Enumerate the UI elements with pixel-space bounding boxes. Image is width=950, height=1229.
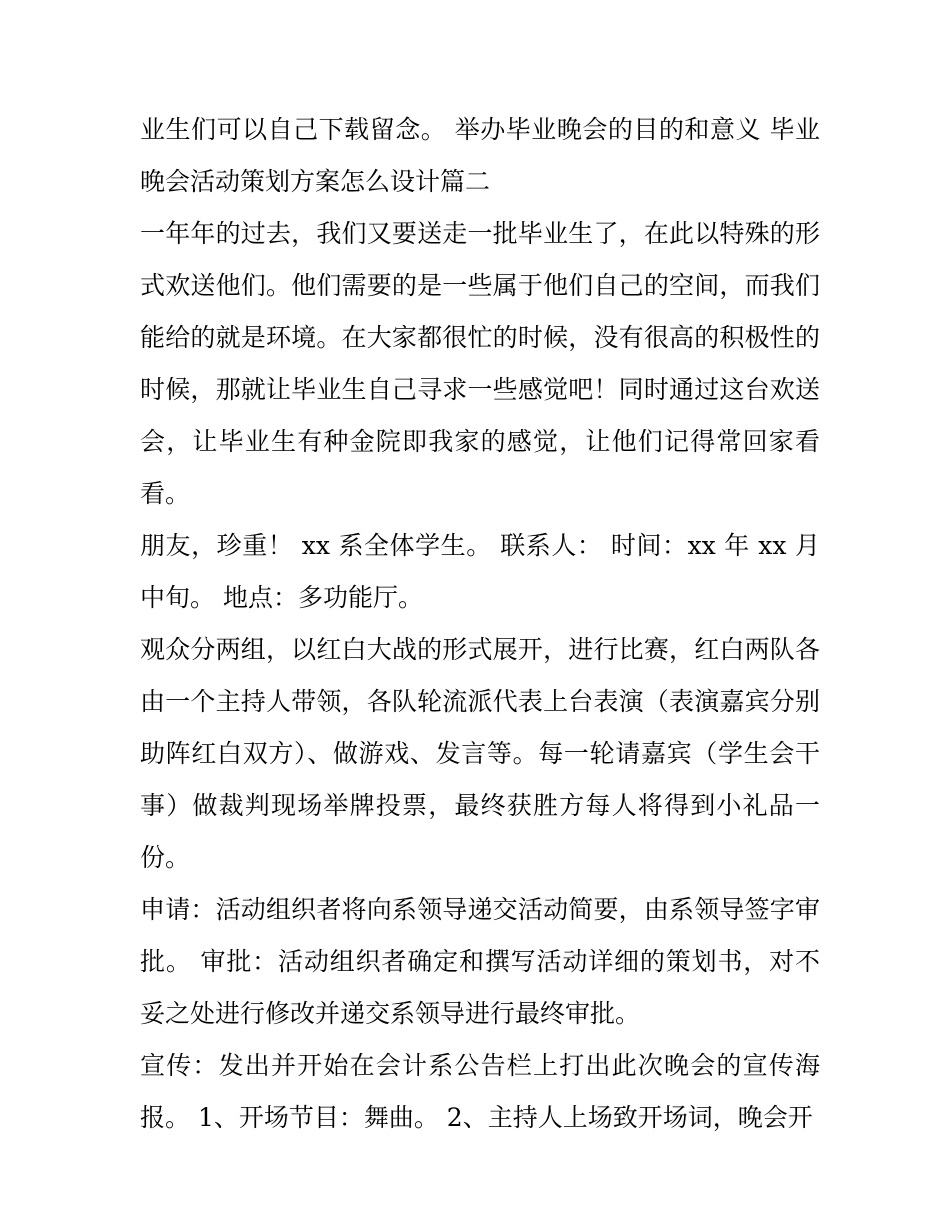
paragraph-6: 宣传：发出并开始在会计系公告栏上打出此次晚会的宣传海报。 1、开场节目：舞曲。 2、主持人上场致开场词，晚会开 — [140, 1051, 820, 1132]
paragraph-4: 观众分两组，以红白大战的形式展开，进行比赛，红白两队各由一个主持人带领，各队轮流派代表上台表演（表演嘉宾分别助阵红白双方）、做游戏、发言等。每一轮请嘉宾（学生会干事）做裁判现场举牌投票，最终获胜方每人将得到小礼品一份。 — [140, 635, 820, 872]
document-page — [140, 104, 820, 1144]
paragraph-2: 一年年的过去，我们又要送走一批毕业生了，在此以特殊的形式欢送他们。他们需要的是一些属于他们自己的空间，而我们能给的就是环境。在大家都很忙的时候，没有很高的积极性的时候，那就让毕业生自己寻求一些感觉吧！同时通过这台欢送会，让毕业生有种金院即我家的感觉，让他们记得常回家看看。 — [140, 219, 820, 508]
paragraph-5: 申请：活动组织者将向系领导递交活动简要，由系领导签字审批。 审批：活动组织者确定和撰写活动详细的策划书，对不妥之处进行修改并递交系领导进行最终审批。 — [140, 895, 820, 1028]
paragraph-3: 朋友，珍重！ xx 系全体学生。 联系人： 时间：xx 年 xx 月中旬。 地点：多功能厅。 — [140, 531, 820, 612]
paragraph-1: 业生们可以自己下载留念。 举办毕业晚会的目的和意义 毕业晚会活动策划方案怎么设计篇二 — [140, 115, 820, 196]
